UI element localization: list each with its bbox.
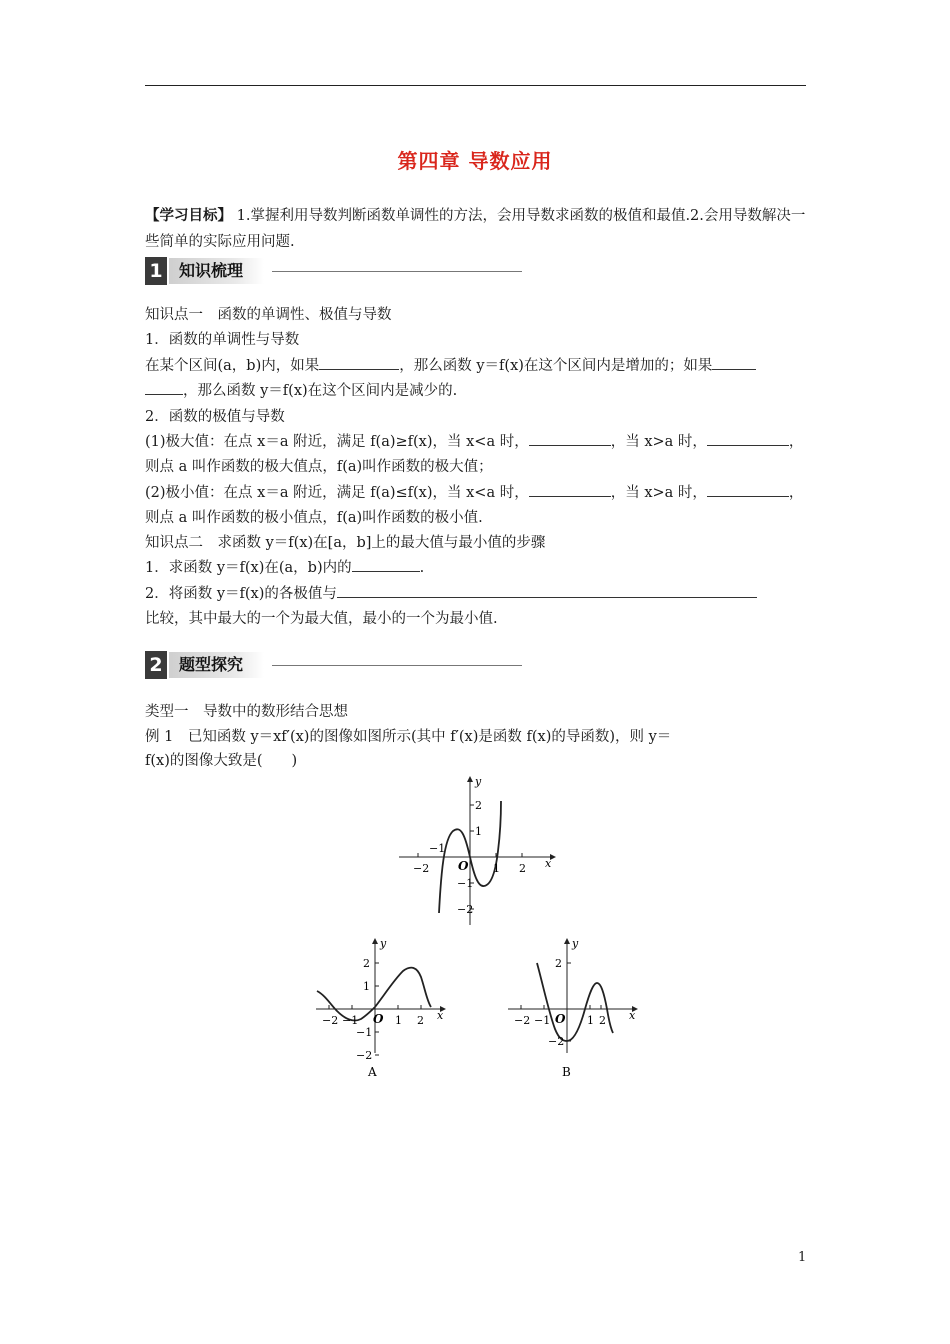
blank [707,431,789,446]
section-header-knowledge [145,257,525,285]
x-tick-label: −1 [429,842,446,855]
text: 2．将函数 y＝f(x)的各极值与 [145,586,337,602]
kp2-step2 [145,583,757,605]
blank [712,355,756,370]
example1-line2: f(x)的图像大致是( ) [145,753,298,769]
y-tick-label: −2 [457,903,474,916]
x-axis-label: x [437,1009,444,1022]
x-tick-label: −2 [322,1014,339,1027]
kp2-step1 [145,557,424,579]
kp1-min-line2: 则点 a 叫作函数的极小值点，f(a)叫作函数的极小值. [145,510,483,526]
y-axis-label: y [572,937,579,950]
blank [529,482,611,497]
text: (2)极小值：在点 x＝a 附近，满足 f(a)≤f(x)，当 x<a 时， [145,485,529,501]
blank [145,380,183,395]
graph-main [395,773,560,928]
x-tick-label: 2 [519,862,526,875]
section-line [272,665,522,666]
text: . [419,560,425,576]
text: 1．求函数 y＝f(x)在(a，b)内的 [145,560,352,576]
y-tick-label: −2 [356,1049,373,1062]
x-axis-label: x [629,1009,636,1022]
text: ，当 x>a 时， [610,485,707,501]
blank [337,583,757,598]
kp1-line1 [145,355,756,377]
learning-goals [145,203,815,255]
kp1-min-line1 [145,482,803,504]
section-number: 1 [145,257,167,285]
x-tick-label: −1 [534,1014,551,1027]
x-axis-label: x [545,857,552,870]
y-tick-label: 1 [475,825,482,838]
kp1-sub1: 1．函数的单调性与导数 [145,332,300,348]
text: (1)极大值：在点 x＝a 附近，满足 f(a)≥f(x)，当 x<a 时， [145,434,529,450]
blank [352,557,420,572]
blank [319,355,399,370]
type1-heading: 类型一 导数中的数形结合思想 [145,704,348,720]
y-axis-label: y [380,937,387,950]
chapter-title: 第四章 导数应用 [397,149,553,173]
section-number: 2 [145,651,167,679]
section-header-types [145,651,525,679]
y-tick-label: 2 [555,957,562,970]
top-rule [145,85,806,86]
x-tick-label: 1 [493,862,500,875]
y-tick-label: 1 [363,980,370,993]
x-tick-label: 1 [587,1014,594,1027]
y-tick-label: 2 [363,957,370,970]
blank [529,431,611,446]
section-title: 知识梳理 [179,261,244,280]
text: ，那么函数 y＝f(x)在这个区间内是减少的. [183,383,458,399]
kp1-max-line2: 则点 a 叫作函数的极大值点，f(a)叫作函数的极大值； [145,459,493,475]
origin-label: O [373,1012,384,1026]
y-tick-label: 2 [475,799,482,812]
curve-option-b [537,963,613,1041]
text: ，那么函数 y＝f(x)在这个区间内是增加的；如果 [399,358,713,374]
page-number: 1 [798,1250,807,1265]
text: ， [788,434,804,450]
text: ， [788,485,804,501]
origin-label: O [458,859,469,873]
x-tick-label: 1 [395,1014,402,1027]
x-tick-label: −1 [342,1014,359,1027]
kp1-heading: 知识点一 函数的单调性、极值与导数 [145,307,392,323]
kp1-sub2: 2．函数的极值与导数 [145,409,285,425]
text: 在某个区间(a，b)内，如果 [145,358,320,374]
option-label: B [562,1065,571,1079]
option-label: A [368,1065,377,1079]
y-tick-label: −2 [548,1035,565,1048]
y-axis-label: y [475,775,482,788]
graph-option-a [313,935,453,1085]
blank [707,482,789,497]
example1-line1: 例 1 已知函数 y＝xf′(x)的图像如图所示(其中 f′(x)是函数 f(x)的导函数)，则 y＝ [145,729,672,745]
x-tick-label: 2 [417,1014,424,1027]
kp1-max-line1 [145,431,803,453]
origin-label: O [555,1012,566,1026]
graph-option-b [505,935,645,1085]
kp2-heading: 知识点二 求函数 y＝f(x)在[a，b]上的最大值与最小值的步骤 [145,535,546,551]
kp1-line2 [145,380,457,402]
learning-goals-label: 【学习目标】 [145,207,232,224]
x-tick-label: −2 [514,1014,531,1027]
section-line [272,271,522,272]
learning-goals-text: 1.掌握利用导数判断函数单调性的方法，会用导数求函数的极值和最值.2.会用导数解决一些简单的实际应用问题. [145,208,806,250]
text: ，当 x>a 时， [610,434,707,450]
x-tick-label: 2 [599,1014,606,1027]
y-tick-label: −1 [356,1026,373,1039]
y-tick-label: −1 [457,877,474,890]
kp2-step3: 比较，其中最大的一个为最大值，最小的一个为最小值. [145,611,498,627]
section-title: 题型探究 [179,655,244,674]
x-tick-label: −2 [413,862,430,875]
